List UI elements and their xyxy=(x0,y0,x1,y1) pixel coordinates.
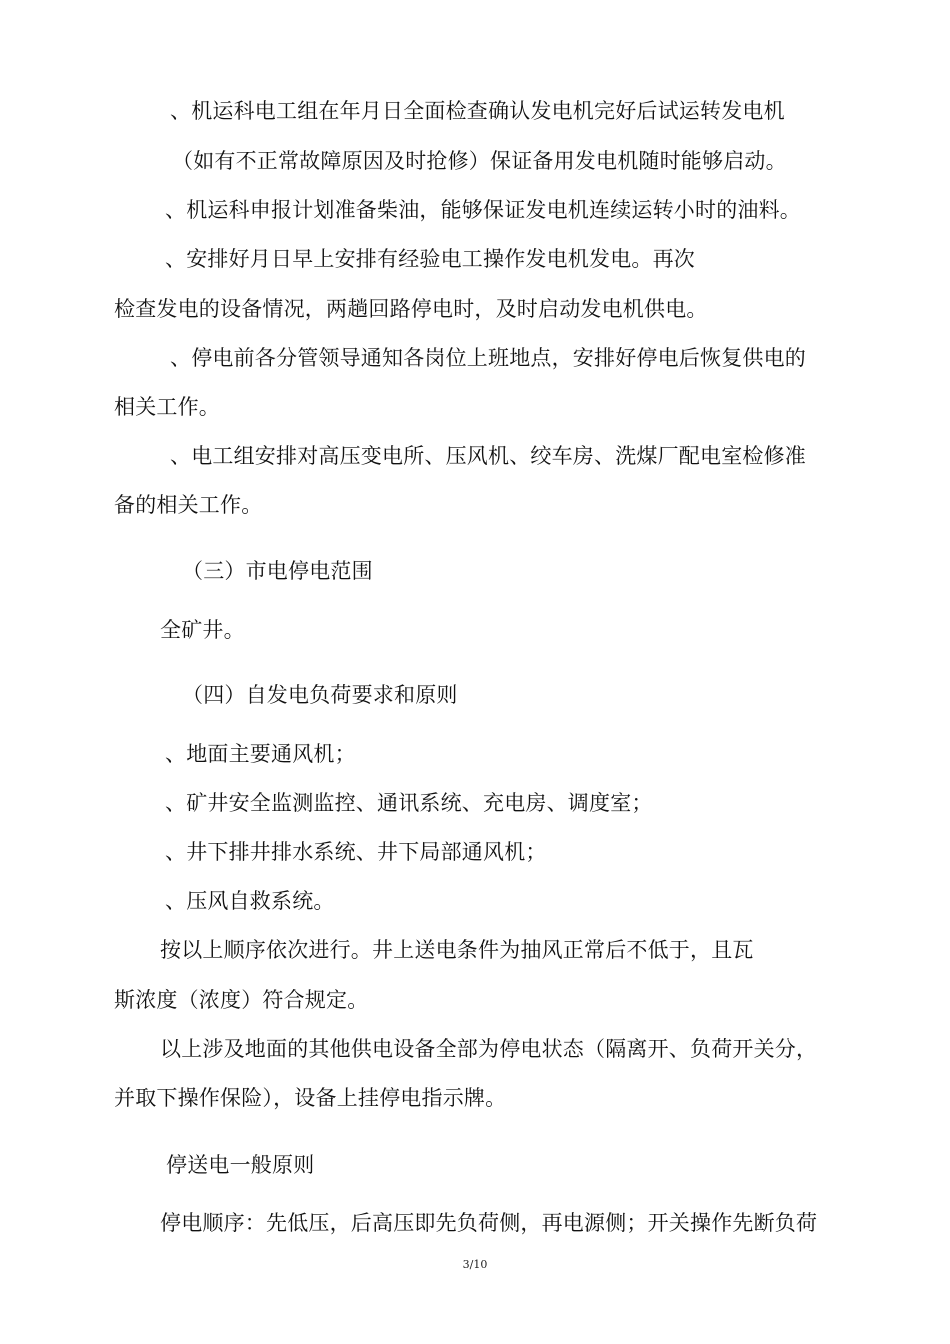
paragraph-line: 以上涉及地面的其他供电设备全部为停电状态（隔离开、负荷开关分， xyxy=(160,1037,818,1061)
paragraph-line: 相关工作。 xyxy=(114,395,220,419)
list-item: 、压风自救系统。 xyxy=(165,889,335,913)
paragraph-line: 、机运科电工组在年月日全面检查确认发电机完好后试运转发电机 xyxy=(170,99,785,123)
paragraph-line: 全矿井。 xyxy=(160,618,245,642)
paragraph-line: 停电顺序：先低压，后高压即先负荷侧，再电源侧；开关操作先断负荷 xyxy=(160,1211,818,1235)
paragraph-line: 按以上顺序依次进行。井上送电条件为抽风正常后不低于，且瓦 xyxy=(160,938,754,962)
page-number: 3/10 xyxy=(462,1258,488,1271)
paragraph-line: 斯浓度（浓度）符合规定。 xyxy=(114,988,369,1012)
section-heading: 停送电一般原则 xyxy=(166,1153,315,1177)
paragraph-line: （如有不正常故障原因及时抢修）保证备用发电机随时能够启动。 xyxy=(172,149,787,173)
section-heading: （三）市电停电范围 xyxy=(182,559,373,583)
section-heading: （四）自发电负荷要求和原则 xyxy=(182,683,458,707)
paragraph-line: 、机运科申报计划准备柴油，能够保证发电机连续运转小时的油料。 xyxy=(165,198,801,222)
list-item: 、矿井安全监测监控、通讯系统、充电房、调度室； xyxy=(165,791,653,815)
paragraph-line: 并取下操作保险），设备上挂停电指示牌。 xyxy=(114,1086,507,1110)
list-item: 、井下排井排水系统、井下局部通风机； xyxy=(165,840,547,864)
paragraph-line: 、电工组安排对高压变电所、压风机、绞车房、洗煤厂配电室检修准 xyxy=(170,444,806,468)
list-item: 、地面主要通风机； xyxy=(165,742,356,766)
paragraph-line: 、安排好月日早上安排有经验电工操作发电机发电。再次 xyxy=(165,247,695,271)
paragraph-line: 检查发电的设备情况，两趟回路停电时，及时启动发电机供电。 xyxy=(114,297,708,321)
paragraph-line: 备的相关工作。 xyxy=(114,493,263,517)
paragraph-line: 、停电前各分管领导通知各岗位上班地点，安排好停电后恢复供电的 xyxy=(170,346,806,370)
